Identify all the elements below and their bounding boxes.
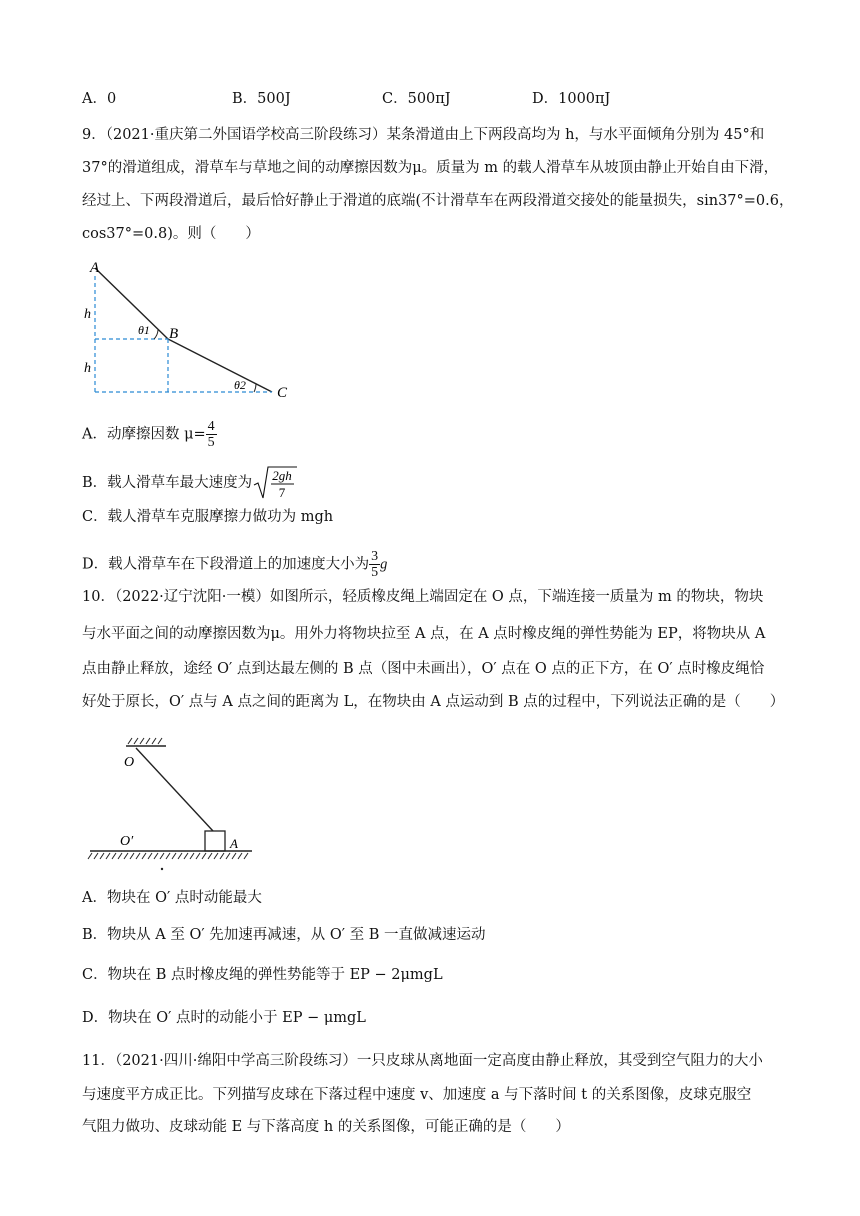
q11-stem-line-2: 与速度平方成正比。下列描写皮球在下落过程中速度 v、加速度 a 与下落时间 t 的关系图像，皮球克服空 [82,1087,752,1103]
q9-option-d-fraction [369,549,380,580]
q8-option-d: D．1000πJ [532,91,611,107]
q9-stem-line-1: 9．（2021·重庆第二外国语学校高三阶段练习）某条滑道由上下两段高均为 h，与水平面倾角分别为 45°和 [82,127,765,143]
q9-label-h-lower: h [84,361,91,376]
q9-slope-figure [82,256,297,401]
q9-label-a: A [90,260,100,276]
q9-option-d-denominator: 5 [371,565,379,580]
q9-label-h-upper: h [84,307,91,322]
q9-option-b-text: B．载人滑草车最大速度为 [82,475,253,491]
q10-rubber-band-figure [86,732,266,872]
q10-stem-line-1: 10．（2022·辽宁沈阳·一模）如图所示，轻质橡皮绳上端固定在 O 点，下端连接一质量为 m 的物块，物块 [82,589,764,605]
q10-stem-line-4: 好处于原长，O′ 点与 A 点之间的距离为 L，在物块由 A 点运动到 B 点的过程中，下列说法正确的是（ ） [82,694,785,710]
q9-stem-line-3: 经过上、下两段滑道后，最后恰好静止于滑道的底端(不计滑草车在两段滑道交接处的能量损失，sin37°=0.6， [82,193,794,209]
q9-option-b-denominator: 7 [278,485,286,500]
q8-option-c: C．500πJ [382,91,451,107]
q9-option-d [82,549,387,580]
q10-option-d: D．物块在 O′ 点时的动能小于 EP − μmgL [82,1010,366,1026]
q10-option-b: B．物块从 A 至 O′ 先加速再减速，从 O′ 至 B 一直做减速运动 [82,927,486,943]
q10-label-o-prime: O′ [120,834,134,849]
q10-option-a: A．物块在 O′ 点时动能最大 [82,890,262,906]
q9-option-a [82,419,217,450]
q9-option-a-text: A．动摩擦因数 μ= [82,426,206,443]
q10-label-a: A [230,836,238,851]
q8-option-b: B．500J [232,91,291,107]
q8-option-a: A．0 [82,91,117,107]
q9-option-a-numerator: 4 [207,419,215,434]
q9-option-d-numerator: 3 [371,549,379,564]
q9-stem-line-4: cos37°=0.8)。则（ ） [82,226,260,242]
q10-stem-line-2: 与水平面之间的动摩擦因数为μ。用外力将物块拉至 A 点，在 A 点时橡皮绳的弹性势能为 EP，将物块从 A [82,626,766,642]
q9-label-c: C [277,385,288,401]
q10-option-c: C．物块在 B 点时橡皮绳的弹性势能等于 EP − 2μmgL [82,967,443,983]
q9-option-b-sqrt [252,465,298,501]
q10-label-o: O [124,755,135,770]
q9-label-theta2: θ2 [234,378,246,392]
q11-stem-line-1: 11．（2021·四川·绵阳中学高三阶段练习）一只皮球从离地面一定高度由静止释放，其受到空气阻力的大小 [82,1053,763,1069]
q9-option-a-denominator: 5 [207,435,215,450]
q9-option-d-text: D．载人滑草车在下段滑道上的加速度大小为 [82,556,370,573]
q9-option-b [82,465,298,501]
q9-stem-line-2: 37°的滑道组成，滑草车与草地之间的动摩擦因数为μ。质量为 m 的载人滑草车从坡顶由静止开始自由下滑， [82,160,779,176]
q9-option-c: C．载人滑草车克服摩擦力做功为 mgh [82,509,334,525]
q9-option-a-fraction [206,419,217,450]
q10-stem-line-3: 点由静止释放，途经 O′ 点到达最左侧的 B 点（图中未画出），O′ 点在 O 点的正下方，在 O′ 点时橡皮绳恰 [82,661,765,677]
q11-stem-line-3: 气阻力做功、皮球动能 E 与下落高度 h 的关系图像，可能正确的是（ ） [82,1119,570,1135]
q9-option-b-numerator: 2gh [272,468,292,483]
q9-label-theta1: θ1 [138,323,150,337]
q9-label-b: B [169,326,179,342]
q9-option-d-suffix: g [380,556,388,573]
